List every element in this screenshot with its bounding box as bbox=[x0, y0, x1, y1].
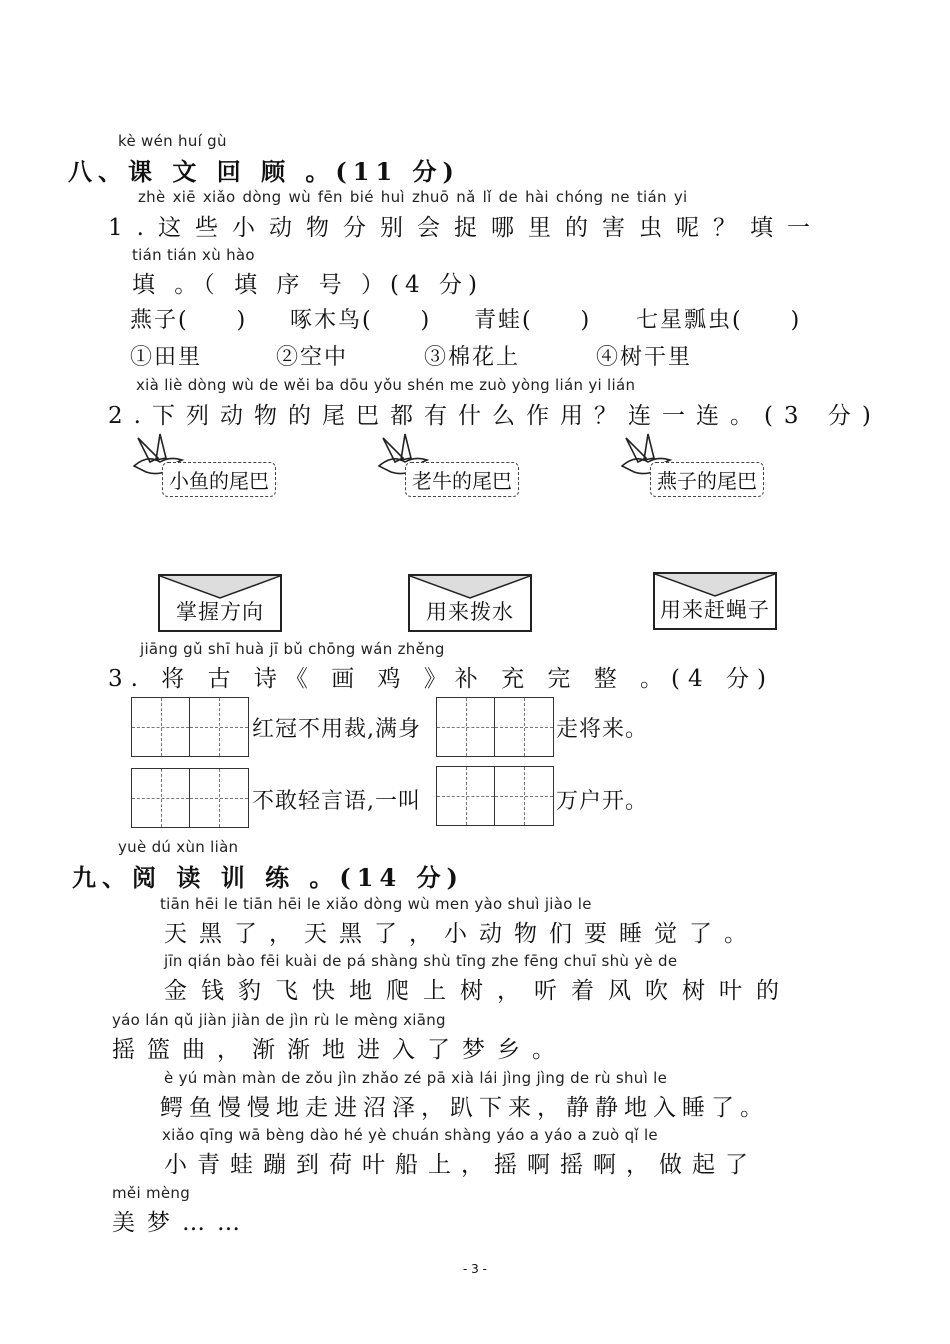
use-card-flies: 用来赶蝇子 bbox=[660, 598, 770, 622]
q1-option-1: ①田里 bbox=[130, 345, 203, 370]
poem-blank-4[interactable] bbox=[436, 766, 554, 826]
envelope-icon[interactable] bbox=[158, 574, 282, 632]
q1-pinyin-line2: tián tián xù hào bbox=[132, 246, 255, 264]
reading-pinyin-5: xiǎo qīng wā bèng dào hé yè chuán shàng yáo a yáo a zuò qǐ le bbox=[162, 1126, 658, 1144]
poem-blank-2[interactable] bbox=[436, 697, 554, 757]
q1-pinyin-line1: zhè xiē xiǎo dòng wù fēn bié huì zhuō nǎ lǐ de hài chóng ne tián yi bbox=[138, 188, 688, 206]
reading-line-1: 天黑了，天黑了，小动物们要睡觉了。 bbox=[164, 921, 759, 947]
envelope-icon[interactable] bbox=[408, 574, 532, 632]
q2-pinyin: xià liè dòng wù de wěi ba dōu yǒu shén me zuò yòng lián yi lián bbox=[136, 376, 636, 394]
poem-line1-part2: 走将来。 bbox=[556, 717, 649, 742]
poem-blank-3[interactable] bbox=[131, 768, 249, 828]
q1-text-line2: 填 。（ 填 序 号 ）(4 分) bbox=[132, 272, 483, 298]
section9-heading: 九、阅 读 训 练 。(14 分) bbox=[72, 863, 464, 892]
use-card-steer: 掌握方向 bbox=[176, 600, 264, 624]
reading-line-4: 鳄鱼慢慢地走进沼泽，趴下来，静静地入睡了。 bbox=[160, 1095, 769, 1121]
q1-option-2: ②空中 bbox=[276, 345, 349, 370]
q1-animal-frog: 青蛙( ) bbox=[474, 308, 592, 333]
tail-tag-swallow[interactable]: 燕子的尾巴 bbox=[650, 462, 764, 497]
poem-line2-part2: 万户开。 bbox=[556, 789, 649, 814]
reading-line-2: 金钱豹飞快地爬上树，听着风吹树叶的 bbox=[164, 978, 793, 1004]
use-card-paddle: 用来拨水 bbox=[426, 600, 514, 624]
q2-text: 2.下列动物的尾巴都有什么作用？连一连。(3 分) bbox=[108, 403, 882, 429]
q1-option-3: ③棉花上 bbox=[424, 345, 521, 370]
section9-pinyin: yuè dú xùn liàn bbox=[118, 838, 239, 856]
reading-pinyin-6: měi mèng bbox=[112, 1184, 191, 1202]
envelope-icon[interactable] bbox=[653, 572, 777, 630]
reading-pinyin-4: è yú màn màn de zǒu jìn zhǎo zé pā xià lái jìng jìng de rù shuì le bbox=[164, 1069, 668, 1087]
q3-text: 3. 将 古 诗《 画 鸡 》补 充 完 整 。(4 分) bbox=[108, 666, 774, 692]
reading-pinyin-3: yáo lán qǔ jiàn jiàn de jìn rù le mèng xiāng bbox=[112, 1011, 446, 1029]
reading-line-6: 美梦…… bbox=[112, 1210, 252, 1236]
page-number: - 3 - bbox=[463, 1262, 487, 1276]
q1-option-4: ④树干里 bbox=[596, 345, 693, 370]
reading-line-3: 摇篮曲，渐渐地进入了梦乡。 bbox=[112, 1037, 567, 1063]
q1-animal-ladybug: 七星瓢虫( ) bbox=[636, 308, 802, 333]
section8-heading: 八、课 文 回 顾 。(11 分) bbox=[68, 157, 460, 186]
section8-pinyin: kè wén huí gù bbox=[118, 132, 227, 150]
q3-pinyin: jiāng gǔ shī huà jī bǔ chōng wán zhěng bbox=[140, 640, 445, 658]
q1-animal-woodpecker: 啄木鸟( ) bbox=[290, 308, 432, 333]
tail-tag-fish[interactable]: 小鱼的尾巴 bbox=[162, 462, 276, 497]
reading-pinyin-2: jīn qián bào fēi kuài de pá shàng shù tīng zhe fēng chuī shù yè de bbox=[164, 952, 678, 970]
tail-tag-ox[interactable]: 老牛的尾巴 bbox=[405, 462, 519, 497]
reading-line-5: 小青蛙蹦到荷叶船上，摇啊摇啊，做起了 bbox=[164, 1152, 758, 1178]
reading-pinyin-1: tiān hēi le tiān hēi le xiǎo dòng wù men yào shuì jiào le bbox=[160, 895, 592, 913]
poem-line2-part1: 不敢轻言语,一叫 bbox=[252, 789, 421, 814]
q1-text-line1: 1.这些小动物分别会捉哪里的害虫呢？填一 bbox=[108, 215, 824, 241]
poem-line1-part1: 红冠不用裁,满身 bbox=[252, 717, 421, 742]
poem-blank-1[interactable] bbox=[131, 697, 249, 757]
q1-animal-swallow: 燕子( ) bbox=[130, 308, 248, 333]
